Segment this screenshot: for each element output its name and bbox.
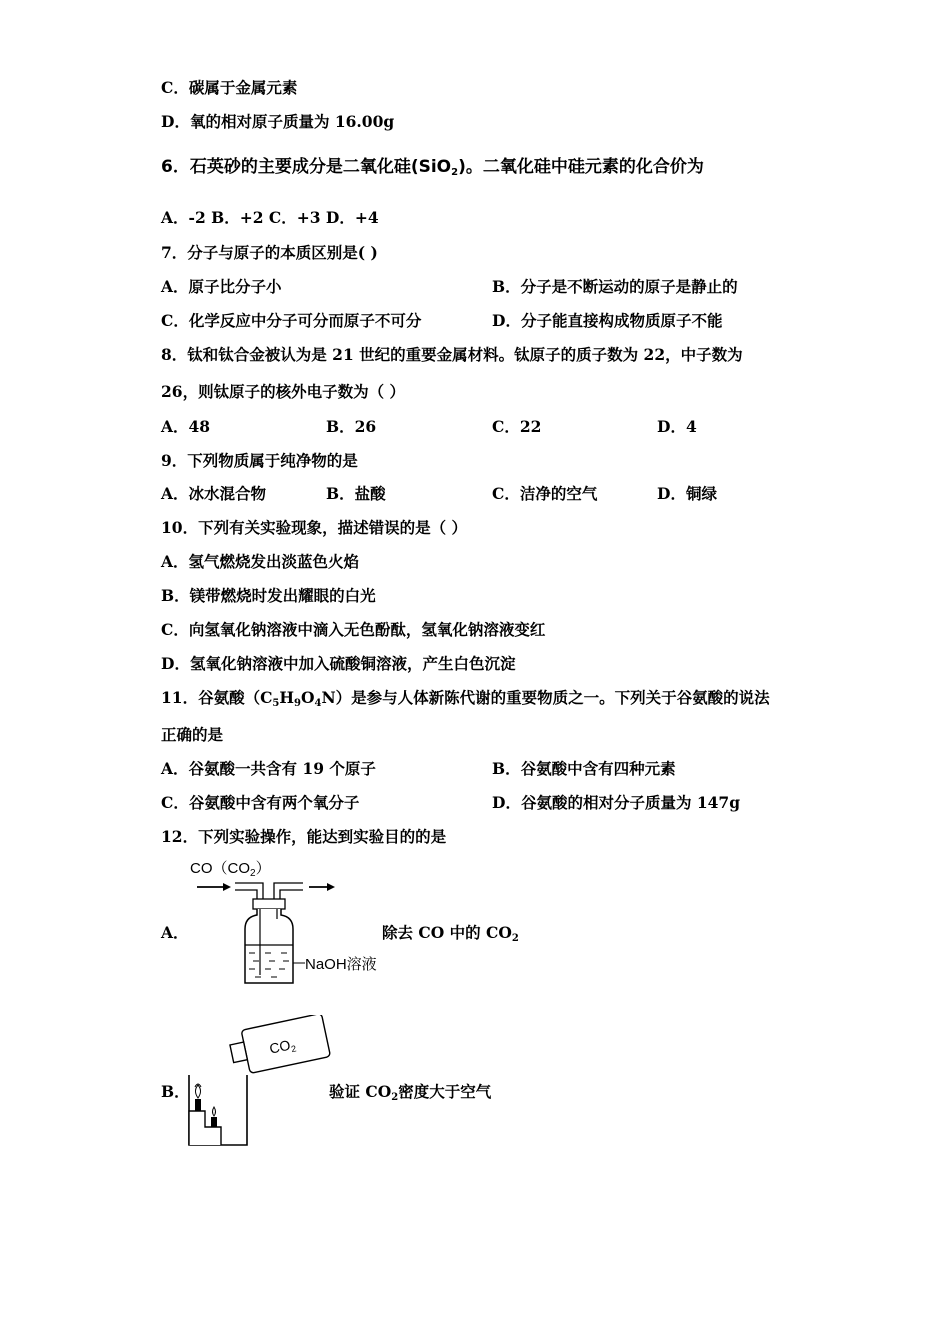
q6-options: A．-2 B．+2 C．+3 D．+4 bbox=[161, 208, 379, 227]
question-8-line2: 26，则钛原子的核外电子数为（ ） bbox=[161, 382, 405, 401]
q11-option-a: A．谷氨酸一共含有 19 个原子 bbox=[161, 759, 376, 778]
q10-option-c: C．向氢氧化钠溶液中滴入无色酚酞，氢氧化钠溶液变红 bbox=[161, 620, 546, 639]
q9-option-a: A．冰水混合物 bbox=[161, 484, 267, 503]
stair-stand bbox=[189, 1111, 221, 1145]
q11-option-c: C．谷氨酸中含有两个氧分子 bbox=[161, 793, 360, 812]
naoh-solution-label: NaOH溶液 bbox=[305, 956, 377, 973]
q12-option-b-text: 验证 $CO_2$密度大于空气 bbox=[329, 1082, 492, 1103]
q7-option-b: B．分子是不断运动的原子是静止的 bbox=[492, 277, 738, 296]
q8-option-b: B．26 bbox=[326, 417, 377, 436]
q7-option-c: C．化学反应中分子可分而原子不可分 bbox=[161, 311, 422, 330]
bottle bbox=[245, 909, 293, 983]
q8-option-c: C．22 bbox=[492, 417, 542, 436]
q11-option-b: B．谷氨酸中含有四种元素 bbox=[492, 759, 676, 778]
q5-option-c: C．碳属于金属元素 bbox=[161, 78, 298, 97]
q10-option-a: A．氢气燃烧发出淡蓝色火焰 bbox=[161, 552, 360, 571]
question-7: 7．分子与原子的本质区别是( ) bbox=[161, 243, 378, 262]
q11-option-d: D．谷氨酸的相对分子质量为 147g bbox=[492, 793, 741, 812]
q9-option-d: D．铜绿 bbox=[657, 484, 717, 503]
q10-option-d: D．氢氧化钠溶液中加入硫酸铜溶液，产生白色沉淀 bbox=[161, 654, 516, 673]
upper-candle bbox=[195, 1099, 201, 1111]
question-11-line2: 正确的是 bbox=[161, 725, 224, 744]
question-6: 6．石英砂的主要成分是二氧化硅(SiO$_2$)。二氧化硅中硅元素的化合价为 bbox=[161, 157, 704, 178]
q5-option-d: D．氧的相对原子质量为 16.00g bbox=[161, 112, 395, 131]
lower-candle bbox=[211, 1117, 217, 1127]
q8-option-d: D．4 bbox=[657, 417, 697, 436]
question-9: 9．下列物质属于纯净物的是 bbox=[161, 451, 358, 470]
gas-washing-bottle-figure bbox=[185, 855, 385, 990]
co2-bottle-label: $CO_2$ bbox=[267, 1036, 298, 1057]
q12-option-a-label: A． bbox=[161, 923, 189, 942]
gas-label: $CO(CO_2)$ bbox=[190, 860, 271, 879]
q12-option-a-text: 除去 CO 中的 $CO_2$ bbox=[382, 923, 519, 944]
stopper bbox=[253, 899, 285, 909]
co2-pouring-figure bbox=[183, 1015, 333, 1150]
question-11-line1: 11．谷氨酸$(C_5H_9O_4N)$是参与人体新陈代谢的重要物质之一。下列关于谷氨酸的说法 bbox=[161, 688, 770, 709]
question-10: 10．下列有关实验现象，描述错误的是（ ） bbox=[161, 518, 467, 537]
q12-option-b-label: B． bbox=[161, 1082, 190, 1101]
question-12: 12．下列实验操作，能达到实验目的的是 bbox=[161, 827, 447, 846]
q7-option-a: A．原子比分子小 bbox=[161, 277, 282, 296]
question-8-line1: 8．钛和钛合金被认为是 21 世纪的重要金属材料。钛原子的质子数为 22，中子数为 bbox=[161, 345, 743, 364]
q10-option-b: B．镁带燃烧时发出耀眼的白光 bbox=[161, 586, 376, 605]
q8-option-a: A．48 bbox=[161, 417, 211, 436]
q7-option-d: D．分子能直接构成物质原子不能 bbox=[492, 311, 723, 330]
q9-option-c: C．洁净的空气 bbox=[492, 484, 598, 503]
q9-option-b: B．盐酸 bbox=[326, 484, 386, 503]
